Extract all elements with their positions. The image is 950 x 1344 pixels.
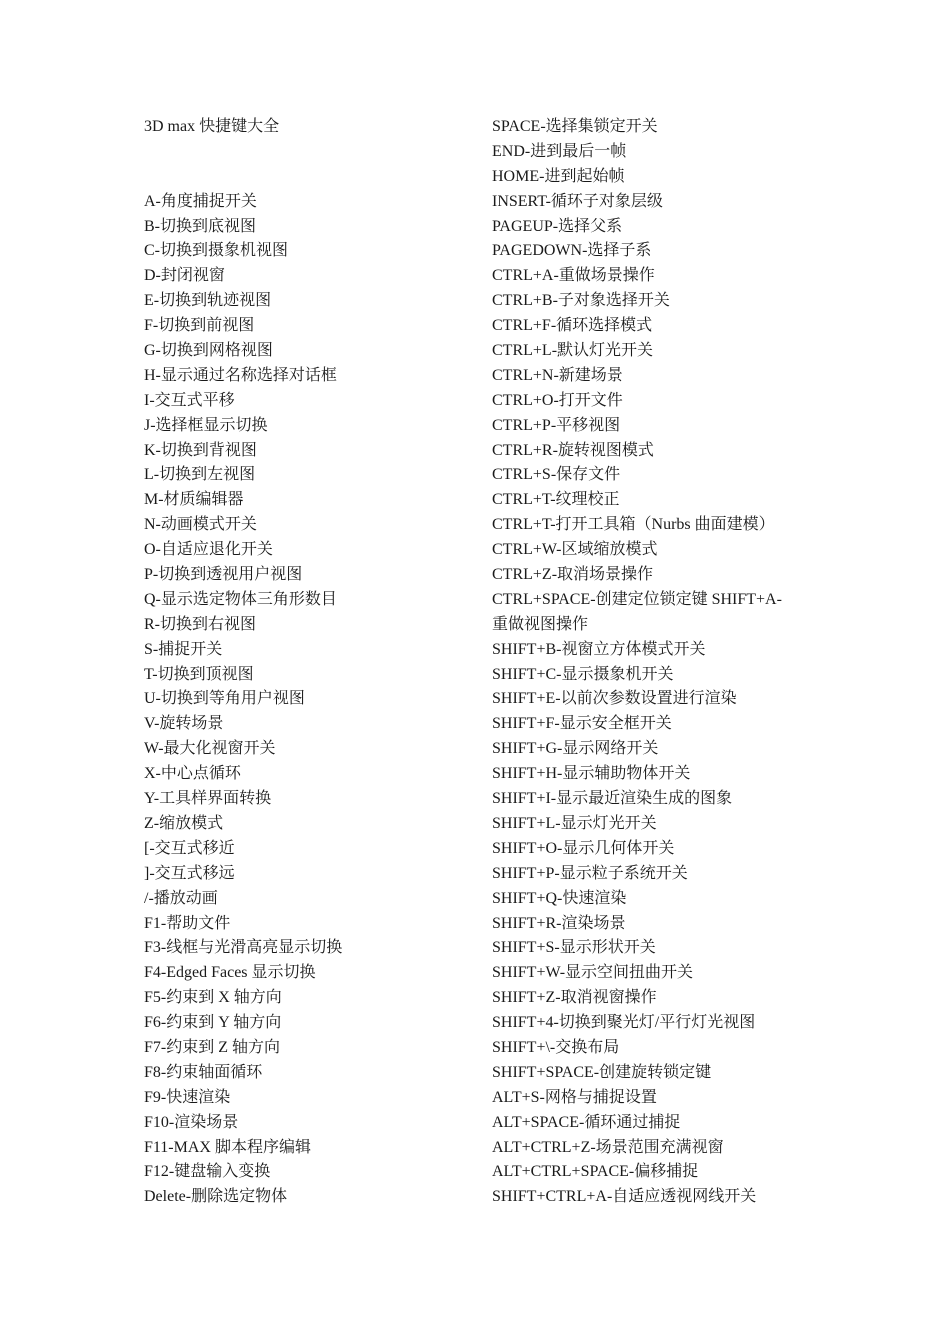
shortcut-line: U-切换到等角用户视图 bbox=[144, 690, 305, 708]
shortcut-line: V-旋转场景 bbox=[144, 715, 224, 733]
shortcut-line: CTRL+O-打开文件 bbox=[492, 391, 623, 409]
shortcut-line: O-自适应退化开关 bbox=[144, 541, 273, 559]
shortcut-line: F8-约束轴面循环 bbox=[144, 1063, 263, 1081]
shortcut-line: CTRL+T-打开工具箱（Nurbs 曲面建模） bbox=[492, 516, 775, 534]
shortcut-line: SHIFT+SPACE-创建旋转锁定键 bbox=[492, 1063, 712, 1081]
shortcut-line: J-选择框显示切换 bbox=[144, 416, 268, 434]
shortcut-line: G-切换到网格视图 bbox=[144, 342, 273, 360]
shortcut-line: CTRL+P-平移视图 bbox=[492, 416, 621, 434]
shortcut-line: S-捕捉开关 bbox=[144, 640, 223, 658]
shortcut-line: C-切换到摄象机视图 bbox=[144, 242, 289, 260]
shortcut-line: D-封闭视窗 bbox=[144, 267, 225, 285]
shortcut-line: Delete-删除选定物体 bbox=[144, 1188, 288, 1206]
shortcut-line: SHIFT+L-显示灯光开关 bbox=[492, 814, 657, 832]
shortcut-line: SHIFT+F-显示安全框开关 bbox=[492, 715, 672, 733]
shortcut-line: CTRL+A-重做场景操作 bbox=[492, 267, 655, 285]
shortcut-line: Q-显示选定物体三角形数目 bbox=[144, 590, 337, 608]
shortcut-line: SHIFT+W-显示空间扭曲开关 bbox=[492, 964, 694, 982]
shortcut-line: F11-MAX 脚本程序编辑 bbox=[144, 1138, 311, 1156]
shortcut-line: CTRL+SPACE-创建定位锁定键 SHIFT+A- bbox=[492, 590, 782, 608]
shortcut-line: F6-约束到 Y 轴方向 bbox=[144, 1014, 282, 1032]
shortcut-line: CTRL+F-循环选择模式 bbox=[492, 317, 653, 335]
shortcut-line: SHIFT+S-显示形状开关 bbox=[492, 939, 656, 957]
shortcut-line: SPACE-选择集锁定开关 bbox=[492, 118, 658, 135]
document-title: 3D max 快捷键大全 bbox=[144, 118, 280, 135]
shortcut-line: F12-键盘输入变换 bbox=[144, 1163, 271, 1181]
shortcut-line: E-切换到轨迹视图 bbox=[144, 292, 272, 310]
shortcut-line: N-动画模式开关 bbox=[144, 516, 257, 534]
shortcut-line: Z-缩放模式 bbox=[144, 814, 224, 832]
shortcut-line: END-进到最后一帧 bbox=[492, 142, 627, 160]
shortcut-line: SHIFT+I-显示最近渲染生成的图象 bbox=[492, 790, 733, 808]
shortcut-line: CTRL+L-默认灯光开关 bbox=[492, 342, 654, 360]
shortcut-line: SHIFT+E-以前次参数设置进行渲染 bbox=[492, 690, 737, 708]
shortcut-line: [-交互式移近 bbox=[144, 839, 235, 857]
shortcut-line: INSERT-循环子对象层级 bbox=[492, 192, 663, 210]
shortcut-line: K-切换到背视图 bbox=[144, 441, 257, 459]
shortcut-line: SHIFT+B-视窗立方体模式开关 bbox=[492, 640, 706, 658]
shortcut-line: SHIFT+Q-快速渲染 bbox=[492, 889, 627, 907]
shortcut-line: SHIFT+R-渲染场景 bbox=[492, 914, 626, 932]
shortcut-line: A-角度捕捉开关 bbox=[144, 192, 257, 210]
shortcut-line: F1-帮助文件 bbox=[144, 914, 231, 932]
shortcut-line: HOME-进到起始帧 bbox=[492, 167, 625, 185]
shortcut-line: SHIFT+Z-取消视窗操作 bbox=[492, 989, 657, 1007]
right-column bbox=[492, 115, 822, 1210]
shortcut-line: Y-工具样界面转换 bbox=[144, 790, 272, 808]
shortcut-line: ALT+CTRL+Z-场景范围充满视窗 bbox=[492, 1138, 724, 1156]
shortcut-line: CTRL+W-区域缩放模式 bbox=[492, 541, 658, 559]
shortcut-line: F7-约束到 Z 轴方向 bbox=[144, 1038, 281, 1056]
shortcut-line: ]-交互式移远 bbox=[144, 864, 235, 882]
shortcut-line: /-播放动画 bbox=[144, 889, 218, 907]
shortcut-line: SHIFT+P-显示粒子系统开关 bbox=[492, 864, 688, 882]
shortcut-line: M-材质编辑器 bbox=[144, 491, 244, 509]
shortcut-line: F10-渲染场景 bbox=[144, 1113, 239, 1131]
shortcut-line: F3-线框与光滑高亮显示切换 bbox=[144, 939, 343, 957]
shortcut-line: I-交互式平移 bbox=[144, 391, 235, 409]
shortcut-line: F-切换到前视图 bbox=[144, 317, 255, 335]
right-shortcut-list bbox=[492, 115, 822, 1210]
shortcut-line: SHIFT+O-显示几何体开关 bbox=[492, 839, 675, 857]
shortcut-line: F9-快速渲染 bbox=[144, 1088, 231, 1106]
left-shortcut-list bbox=[144, 190, 464, 1211]
shortcut-line: ALT+S-网格与捕捉设置 bbox=[492, 1088, 657, 1106]
shortcut-line: CTRL+N-新建场景 bbox=[492, 366, 623, 384]
shortcut-line: CTRL+Z-取消场景操作 bbox=[492, 566, 654, 584]
shortcut-line: P-切换到透视用户视图 bbox=[144, 566, 303, 584]
shortcut-line: F4-Edged Faces 显示切换 bbox=[144, 964, 316, 982]
shortcut-line: L-切换到左视图 bbox=[144, 466, 256, 484]
shortcut-line: ALT+CTRL+SPACE-偏移捕捉 bbox=[492, 1163, 699, 1181]
shortcut-line: PAGEDOWN-选择子系 bbox=[492, 242, 652, 260]
shortcut-line: X-中心点循环 bbox=[144, 765, 241, 783]
left-column bbox=[144, 115, 464, 1210]
shortcut-line: ALT+SPACE-循环通过捕捉 bbox=[492, 1113, 681, 1131]
shortcut-line: SHIFT+\-交换布局 bbox=[492, 1038, 620, 1056]
shortcut-line: F5-约束到 X 轴方向 bbox=[144, 989, 282, 1007]
shortcut-line: W-最大化视窗开关 bbox=[144, 740, 276, 758]
shortcut-line: B-切换到底视图 bbox=[144, 217, 257, 235]
shortcut-line: CTRL+B-子对象选择开关 bbox=[492, 292, 670, 310]
blank-line bbox=[144, 165, 464, 190]
shortcut-line: SHIFT+4-切换到聚光灯/平行灯光视图 bbox=[492, 1014, 756, 1032]
shortcut-line: CTRL+R-旋转视图模式 bbox=[492, 441, 654, 459]
shortcut-line: PAGEUP-选择父系 bbox=[492, 217, 623, 235]
shortcut-line: T-切换到顶视图 bbox=[144, 665, 254, 683]
shortcut-line: CTRL+S-保存文件 bbox=[492, 466, 621, 484]
shortcut-line: SHIFT+C-显示摄象机开关 bbox=[492, 665, 674, 683]
shortcut-line: H-显示通过名称选择对话框 bbox=[144, 366, 337, 384]
shortcut-line: CTRL+T-纹理校正 bbox=[492, 491, 620, 509]
shortcut-line: SHIFT+CTRL+A-自适应透视网线开关 bbox=[492, 1188, 757, 1206]
blank-line bbox=[144, 140, 464, 165]
shortcut-line: SHIFT+G-显示网络开关 bbox=[492, 740, 659, 758]
shortcut-line: SHIFT+H-显示辅助物体开关 bbox=[492, 765, 691, 783]
shortcut-line: R-切换到右视图 bbox=[144, 615, 257, 633]
shortcut-line: 重做视图操作 bbox=[492, 615, 589, 633]
